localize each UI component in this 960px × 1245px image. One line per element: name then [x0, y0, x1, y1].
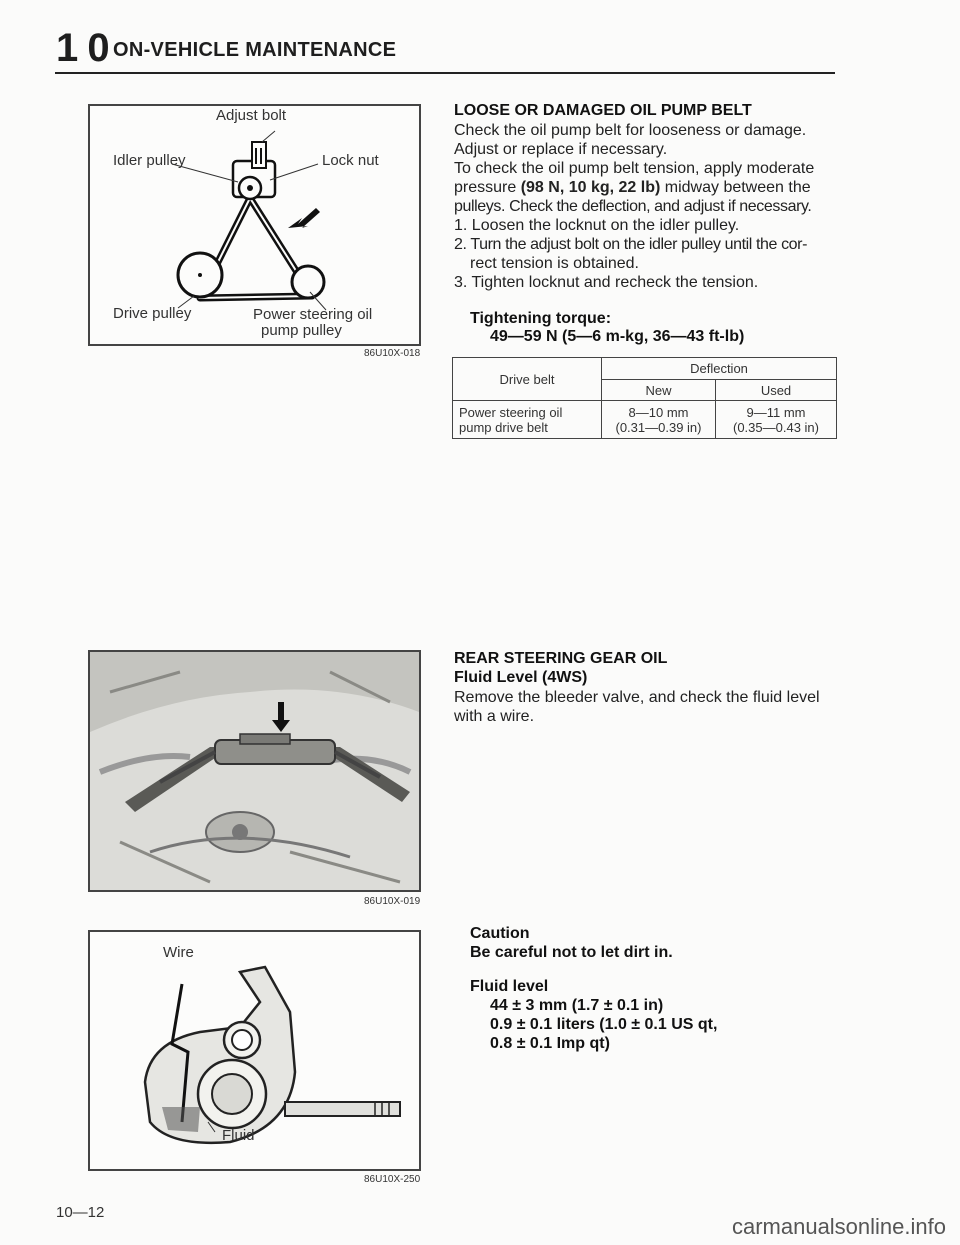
section-heading: REAR STEERING GEAR OIL — [454, 650, 668, 667]
label-wire: Wire — [163, 944, 194, 961]
pressure-value: (98 N, 10 kg, 22 lb) — [520, 179, 661, 196]
cell-line: 9—11 mm — [746, 404, 806, 420]
body-line: with a wire. — [454, 708, 535, 725]
fluid-level-title: Fluid level — [470, 978, 549, 995]
label-drive-pulley: Drive pulley — [113, 305, 192, 322]
torque-label: Tightening torque: — [470, 310, 612, 327]
cell-line: Power steering oil — [459, 404, 563, 420]
cell-line: pump drive belt — [459, 419, 548, 435]
table-header-used: Used — [716, 380, 837, 401]
figure-id: 86U10X-018 — [364, 348, 421, 359]
deflection-table — [452, 357, 837, 439]
cell-line: 8—10 mm — [628, 404, 689, 420]
body-line: Check the oil pump belt for looseness or damage. — [454, 122, 807, 139]
page-number: 10—12 — [56, 1204, 105, 1221]
section-subheading: Fluid Level (4WS) — [454, 669, 588, 686]
step-item — [454, 216, 844, 235]
label-power-steering-line1: Power steering oil — [253, 306, 373, 323]
body-line: Adjust or replace if necessary. — [454, 141, 668, 158]
pressure-suffix: midway between the — [660, 179, 811, 196]
table-header-drive-belt: Drive belt — [453, 358, 602, 401]
label-lock-nut: Lock nut — [322, 152, 379, 169]
section-body — [454, 688, 820, 726]
step-text: Tighten locknut and recheck the tension. — [471, 274, 759, 291]
step-item — [454, 235, 844, 254]
fluid-level-imp: 0.8 ± 0.1 Imp qt) — [490, 1035, 610, 1052]
body-line: To check the oil pump belt tension, apply moderate — [454, 160, 815, 177]
body-line: pulleys. Check the deflection, and adjust if necessary. — [454, 198, 812, 215]
label-power-steering-pulley — [253, 307, 372, 339]
source-watermark: carmanualsonline.info — [731, 1214, 946, 1239]
table-header-deflection: Deflection — [602, 358, 837, 380]
chapter-title: ON-VEHICLE MAINTENANCE — [113, 39, 397, 61]
caution-title: Caution — [470, 925, 530, 942]
step-text: Loosen the locknut on the idler pulley. — [471, 217, 740, 234]
figure-id: 86U10X-250 — [364, 1174, 421, 1185]
rear-steering-gear-photo — [90, 652, 419, 890]
label-idler-pulley: Idler pulley — [113, 152, 186, 169]
fluid-level-mm: 44 ± 3 mm (1.7 ± 0.1 in) — [490, 997, 664, 1014]
step-number: 1. — [454, 217, 468, 234]
cell-line: (0.31—0.39 in) — [615, 419, 702, 435]
step-item — [454, 273, 844, 292]
torque-value: 49—59 N (5—6 m-kg, 36—43 ft-lb) — [490, 328, 745, 345]
table-cell-used — [716, 401, 837, 439]
body-line: Remove the bleeder valve, and check the fluid level — [454, 689, 820, 706]
rear-steering-gear-figure — [88, 650, 421, 892]
section-body — [454, 121, 844, 292]
pressure-line — [454, 178, 844, 197]
chapter-number: 1 0 — [56, 26, 109, 70]
cell-line: (0.35—0.43 in) — [733, 419, 819, 435]
step-number: 2. — [454, 236, 467, 253]
pressure-prefix: pressure — [454, 179, 521, 196]
table-cell-belt — [453, 401, 602, 439]
fluid-level-liters: 0.9 ± 0.1 liters (1.0 ± 0.1 US qt, — [490, 1016, 718, 1033]
section-heading: LOOSE OR DAMAGED OIL PUMP BELT — [454, 102, 752, 119]
header-rule — [55, 72, 835, 74]
step-continuation: rect tension is obtained. — [470, 255, 639, 272]
table-row — [453, 401, 837, 439]
label-adjust-bolt: Adjust bolt — [216, 107, 287, 124]
table-header-new: New — [602, 380, 716, 401]
figure-id: 86U10X-019 — [364, 896, 421, 907]
step-text: Turn the adjust bolt on the idler pulley until the cor- — [470, 236, 808, 253]
label-power-steering-line2: pump pulley — [261, 322, 342, 339]
caution-text: Be careful not to let dirt in. — [470, 944, 673, 961]
table-cell-new — [602, 401, 716, 439]
step-number: 3. — [454, 274, 468, 291]
label-fluid: Fluid — [222, 1127, 255, 1144]
